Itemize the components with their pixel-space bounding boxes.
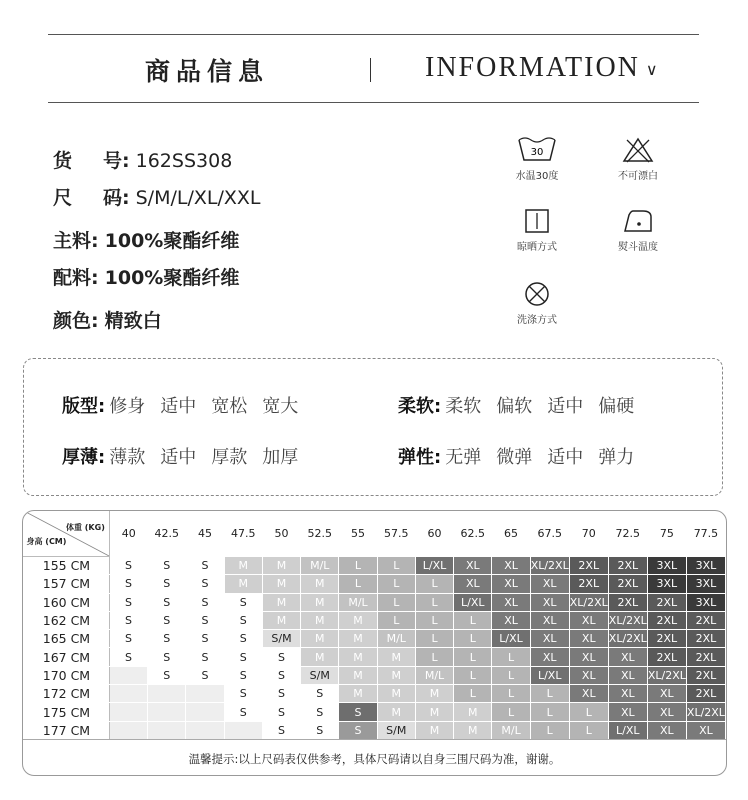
size-cell: L <box>415 611 453 629</box>
feel-option: 加厚 <box>262 447 299 468</box>
feel-option: 偏软 <box>496 396 533 417</box>
size-cell: S <box>224 666 262 684</box>
size-cell: 2XL <box>647 593 686 611</box>
size-cell: S <box>148 611 186 629</box>
info-value: 162SS308 <box>135 150 233 172</box>
feel-option: 厚款 <box>211 447 248 468</box>
weight-header: 40 <box>121 527 136 540</box>
table-row <box>24 703 726 721</box>
height-header: 155 CM <box>24 557 110 575</box>
info-row <box>53 306 162 333</box>
feel-option-selected: 无弹 <box>445 443 481 469</box>
info-value: 精致白 <box>104 310 162 332</box>
size-table <box>23 511 726 740</box>
feel-label: 版型: <box>62 396 106 417</box>
size-cell: M <box>262 575 300 593</box>
size-cell: S <box>262 666 300 684</box>
feel-option: 弹力 <box>598 447 635 468</box>
weight-header: 42.5 <box>154 527 179 540</box>
size-cell: S <box>301 721 339 739</box>
size-cell: 2XL <box>686 630 725 648</box>
size-cell: L <box>492 648 530 666</box>
size-cell: S <box>186 630 224 648</box>
size-cell: S <box>262 648 300 666</box>
feel-option-selected: 宽松 <box>211 392 247 418</box>
size-cell <box>109 721 147 739</box>
size-cell: XL/2XL <box>608 630 647 648</box>
size-cell: L <box>377 593 415 611</box>
table-row <box>24 721 726 739</box>
feel-row <box>62 443 313 469</box>
care-no-bleach <box>608 136 668 182</box>
size-cell: S/M <box>301 666 339 684</box>
height-header: 177 CM <box>24 721 110 739</box>
size-cell: 2XL <box>647 611 686 629</box>
wash-30-icon <box>517 136 557 164</box>
size-cell: L <box>415 630 453 648</box>
size-cell: 3XL <box>686 593 725 611</box>
size-cell: S <box>109 557 147 575</box>
size-cell: S <box>301 685 339 703</box>
size-cell <box>224 721 262 739</box>
size-cell: M/L <box>377 630 415 648</box>
size-cell <box>148 703 186 721</box>
size-cell: S <box>109 648 147 666</box>
size-cell: XL <box>686 721 725 739</box>
size-cell <box>186 685 224 703</box>
size-cell: L <box>454 685 492 703</box>
size-cell: S <box>109 611 147 629</box>
title-chinese: 商品信息 <box>145 57 270 86</box>
size-cell: M <box>224 575 262 593</box>
size-cell: L <box>377 611 415 629</box>
feel-label: 厚薄: <box>62 447 106 468</box>
weight-header: 55 <box>351 527 365 540</box>
weight-header: 77.5 <box>693 527 719 540</box>
size-cell: M <box>301 630 339 648</box>
size-cell: L <box>339 575 377 593</box>
info-label <box>53 146 130 173</box>
size-cell: XL <box>647 703 686 721</box>
size-cell: 2XL <box>647 648 686 666</box>
size-cell: S <box>148 648 186 666</box>
info-value: S/M/L/XL/XXL <box>135 187 261 209</box>
info-colon: : <box>91 230 99 252</box>
size-cell: XL <box>608 666 647 684</box>
care-iron <box>608 207 668 253</box>
size-cell: S <box>224 648 262 666</box>
size-cell: M <box>377 685 415 703</box>
size-cell: M <box>262 557 300 575</box>
size-cell: L <box>492 703 530 721</box>
info-value: 100%聚酯纤维 <box>104 267 240 289</box>
size-cell: S <box>148 666 186 684</box>
table-row <box>24 557 726 575</box>
table-row <box>24 648 726 666</box>
chevron-down-icon: ∨ <box>645 60 658 80</box>
no-bleach-icon <box>621 136 655 164</box>
size-cell: S <box>186 648 224 666</box>
size-cell: XL <box>454 557 492 575</box>
feel-label: 柔软: <box>398 396 442 417</box>
size-cell: XL <box>647 721 686 739</box>
care-label: 熨斗温度 <box>618 242 658 253</box>
size-cell: S <box>262 703 300 721</box>
size-cell: L <box>492 685 530 703</box>
info-label-char: 尺 <box>53 187 73 209</box>
size-cell: M <box>415 685 453 703</box>
size-cell: M <box>339 666 377 684</box>
info-row <box>53 226 239 253</box>
size-cell: L <box>415 593 453 611</box>
weight-header: 65 <box>504 527 519 540</box>
height-header: 165 CM <box>24 630 110 648</box>
fabric-feel-panel <box>23 358 723 496</box>
size-cell: S <box>224 703 262 721</box>
feel-row <box>62 392 313 418</box>
size-cell: S <box>186 611 224 629</box>
table-row <box>24 575 726 593</box>
size-cell: M <box>262 611 300 629</box>
hang-dry-icon <box>523 207 551 235</box>
size-chart <box>22 510 727 776</box>
height-axis-label: 身高 (CM) <box>26 537 67 546</box>
size-cell: S <box>186 575 224 593</box>
size-cell: S <box>186 557 224 575</box>
size-cell: XL <box>530 648 569 666</box>
info-row <box>53 146 232 173</box>
table-row <box>24 630 726 648</box>
size-cell: S <box>109 593 147 611</box>
size-cell: XL <box>530 593 569 611</box>
size-cell: S <box>339 721 377 739</box>
height-header: 167 CM <box>24 648 110 666</box>
size-cell: S <box>301 703 339 721</box>
info-row <box>53 263 239 290</box>
care-wash-30 <box>507 136 567 182</box>
info-label-text: 主料 <box>53 230 92 252</box>
feel-option-selected: 适中 <box>160 443 196 469</box>
size-cell <box>109 666 147 684</box>
size-cell: XL/2XL <box>686 703 725 721</box>
info-row <box>53 183 261 210</box>
size-cell: 2XL <box>608 575 647 593</box>
size-cell: L <box>530 703 569 721</box>
weight-header: 72.5 <box>615 527 641 540</box>
info-label-char: 货 <box>53 150 73 172</box>
size-cell: XL <box>492 557 530 575</box>
size-cell: S <box>339 703 377 721</box>
size-cell: 2XL <box>569 557 608 575</box>
size-cell: L <box>492 666 530 684</box>
size-cell: M <box>224 557 262 575</box>
size-cell: M <box>301 611 339 629</box>
info-label-char: 号 <box>103 150 123 172</box>
size-cell: S <box>224 593 262 611</box>
size-cell: M <box>377 666 415 684</box>
size-cell: M <box>301 593 339 611</box>
feel-row <box>398 443 649 469</box>
size-cell: XL <box>569 666 608 684</box>
size-cell: M <box>339 648 377 666</box>
size-cell: L <box>454 630 492 648</box>
note-divider <box>23 739 726 740</box>
size-cell: XL <box>569 685 608 703</box>
no-tumble-dry-icon <box>523 280 551 308</box>
size-cell: 2XL <box>608 593 647 611</box>
weight-axis-label: 体重 (KG) <box>65 523 105 532</box>
size-cell: S <box>262 721 300 739</box>
size-cell: M <box>377 703 415 721</box>
feel-option: 薄款 <box>109 447 146 468</box>
size-cell: XL <box>608 685 647 703</box>
size-cell: 2XL <box>647 630 686 648</box>
size-cell: 2XL <box>686 648 725 666</box>
size-cell: L/XL <box>492 630 530 648</box>
size-cell: L/XL <box>608 721 647 739</box>
weight-header: 57.5 <box>384 527 409 540</box>
size-cell: L <box>569 721 608 739</box>
feel-label: 弹性: <box>398 447 442 468</box>
header-top-rule <box>48 34 699 35</box>
height-header: 160 CM <box>24 593 110 611</box>
feel-option: 适中 <box>160 396 197 417</box>
feel-option-selected: 适中 <box>547 392 583 418</box>
size-cell: L <box>530 685 569 703</box>
info-value: 100%聚酯纤维 <box>104 230 240 252</box>
size-cell: M <box>339 630 377 648</box>
weight-header: 67.5 <box>537 527 562 540</box>
size-cell: L <box>454 666 492 684</box>
size-cell: XL <box>454 575 492 593</box>
size-cell: S <box>148 575 186 593</box>
care-wash-method <box>507 280 567 326</box>
size-cell: M/L <box>301 557 339 575</box>
size-cell: M <box>339 685 377 703</box>
size-cell <box>148 685 186 703</box>
size-cell: S <box>148 593 186 611</box>
care-label: 水温30度 <box>515 171 559 182</box>
feel-option: 微弹 <box>496 447 533 468</box>
size-cell: S <box>148 630 186 648</box>
size-cell: L <box>454 648 492 666</box>
size-cell: S <box>186 666 224 684</box>
feel-option: 宽大 <box>262 396 299 417</box>
care-label: 洗涤方式 <box>517 315 557 326</box>
size-cell <box>148 721 186 739</box>
info-label-char: 码 <box>103 187 123 209</box>
size-cell: XL <box>530 630 569 648</box>
size-cell: S/M <box>377 721 415 739</box>
size-cell: XL <box>608 703 647 721</box>
care-label: 晾晒方式 <box>517 242 557 253</box>
info-label <box>53 226 99 253</box>
size-cell: XL <box>608 648 647 666</box>
iron-icon <box>621 207 655 235</box>
size-cell: XL/2XL <box>647 666 686 684</box>
height-header: 157 CM <box>24 575 110 593</box>
info-colon: : <box>122 150 130 172</box>
size-cell: M <box>301 575 339 593</box>
info-label <box>53 263 99 290</box>
size-cell: S/M <box>262 630 300 648</box>
title-divider <box>370 58 371 82</box>
weight-header: 50 <box>274 527 289 540</box>
size-cell: XL/2XL <box>530 557 569 575</box>
weight-header: 52.5 <box>307 527 332 540</box>
size-cell: XL <box>492 593 530 611</box>
size-cell: XL <box>492 611 530 629</box>
size-cell: M <box>454 721 492 739</box>
size-cell: M <box>377 648 415 666</box>
size-cell: 2XL <box>686 666 725 684</box>
height-header: 162 CM <box>24 611 110 629</box>
table-row <box>24 593 726 611</box>
size-cell: 2XL <box>608 557 647 575</box>
size-cell: XL <box>530 611 569 629</box>
size-cell <box>109 703 147 721</box>
feel-option: 修身 <box>109 396 146 417</box>
table-corner <box>24 511 110 557</box>
info-label <box>53 306 99 333</box>
size-cell: L <box>377 575 415 593</box>
feel-option: 柔软 <box>445 396 482 417</box>
title-english-text: INFORMATION <box>425 52 640 83</box>
size-cell: L <box>415 648 453 666</box>
size-cell: M <box>454 703 492 721</box>
size-cell: 2XL <box>569 575 608 593</box>
size-cell: S <box>224 611 262 629</box>
size-cell: M <box>415 703 453 721</box>
size-cell: 3XL <box>647 557 686 575</box>
info-label-text: 配料 <box>53 267 92 289</box>
feel-row <box>398 392 649 418</box>
care-label: 不可漂白 <box>618 171 658 182</box>
size-cell: L <box>415 575 453 593</box>
info-label-text: 颜色 <box>53 310 92 332</box>
size-cell: S <box>224 630 262 648</box>
size-cell: M <box>301 648 339 666</box>
size-cell: XL <box>530 575 569 593</box>
height-header: 175 CM <box>24 703 110 721</box>
weight-header: 60 <box>427 527 442 540</box>
weight-header: 45 <box>197 527 212 540</box>
size-cell: M <box>415 721 453 739</box>
size-cell: L <box>339 557 377 575</box>
height-header: 172 CM <box>24 685 110 703</box>
size-cell: L <box>530 721 569 739</box>
feel-option: 偏硬 <box>598 396 635 417</box>
size-cell: 3XL <box>647 575 686 593</box>
svg-text:30: 30 <box>530 147 544 158</box>
size-cell: XL <box>647 685 686 703</box>
size-cell: 3XL <box>686 575 725 593</box>
table-row <box>24 685 726 703</box>
size-cell: L <box>454 611 492 629</box>
size-cell: S <box>262 685 300 703</box>
info-colon: : <box>91 267 99 289</box>
info-colon: : <box>91 310 99 332</box>
size-cell: XL <box>569 611 608 629</box>
size-cell: L <box>377 557 415 575</box>
size-cell: 2XL <box>686 611 725 629</box>
size-cell: M <box>339 611 377 629</box>
size-note: 温馨提示:以上尺码表仅供参考，具体尺码请以自身三围尺码为准，谢谢。 <box>188 752 561 766</box>
weight-header: 70 <box>581 527 596 540</box>
weight-header: 75 <box>659 527 674 540</box>
size-cell: M <box>262 593 300 611</box>
title-english <box>425 52 658 84</box>
weight-header: 62.5 <box>460 527 486 540</box>
table-row <box>24 611 726 629</box>
weight-header: 47.5 <box>230 527 256 540</box>
size-cell: 3XL <box>686 557 725 575</box>
size-cell: XL/2XL <box>608 611 647 629</box>
height-header: 170 CM <box>24 666 110 684</box>
info-colon: : <box>122 187 130 209</box>
size-cell: S <box>224 685 262 703</box>
size-cell <box>186 703 224 721</box>
size-cell: XL <box>569 630 608 648</box>
size-cell: L/XL <box>530 666 569 684</box>
size-cell: 2XL <box>686 685 725 703</box>
size-cell: S <box>109 575 147 593</box>
table-row <box>24 666 726 684</box>
size-cell: S <box>148 557 186 575</box>
size-cell: L <box>569 703 608 721</box>
size-cell: XL <box>492 575 530 593</box>
size-cell: M/L <box>415 666 453 684</box>
size-cell: XL/2XL <box>569 593 608 611</box>
size-cell <box>186 721 224 739</box>
size-cell: XL <box>569 648 608 666</box>
size-cell: S <box>186 593 224 611</box>
size-cell: L/XL <box>415 557 453 575</box>
feel-option: 适中 <box>547 447 584 468</box>
size-cell: S <box>109 630 147 648</box>
size-cell: L/XL <box>454 593 492 611</box>
info-label <box>53 183 130 210</box>
size-cell: M/L <box>492 721 530 739</box>
header-bottom-rule <box>48 102 699 103</box>
size-cell: M/L <box>339 593 377 611</box>
care-hang-dry <box>507 207 567 253</box>
size-cell <box>109 685 147 703</box>
